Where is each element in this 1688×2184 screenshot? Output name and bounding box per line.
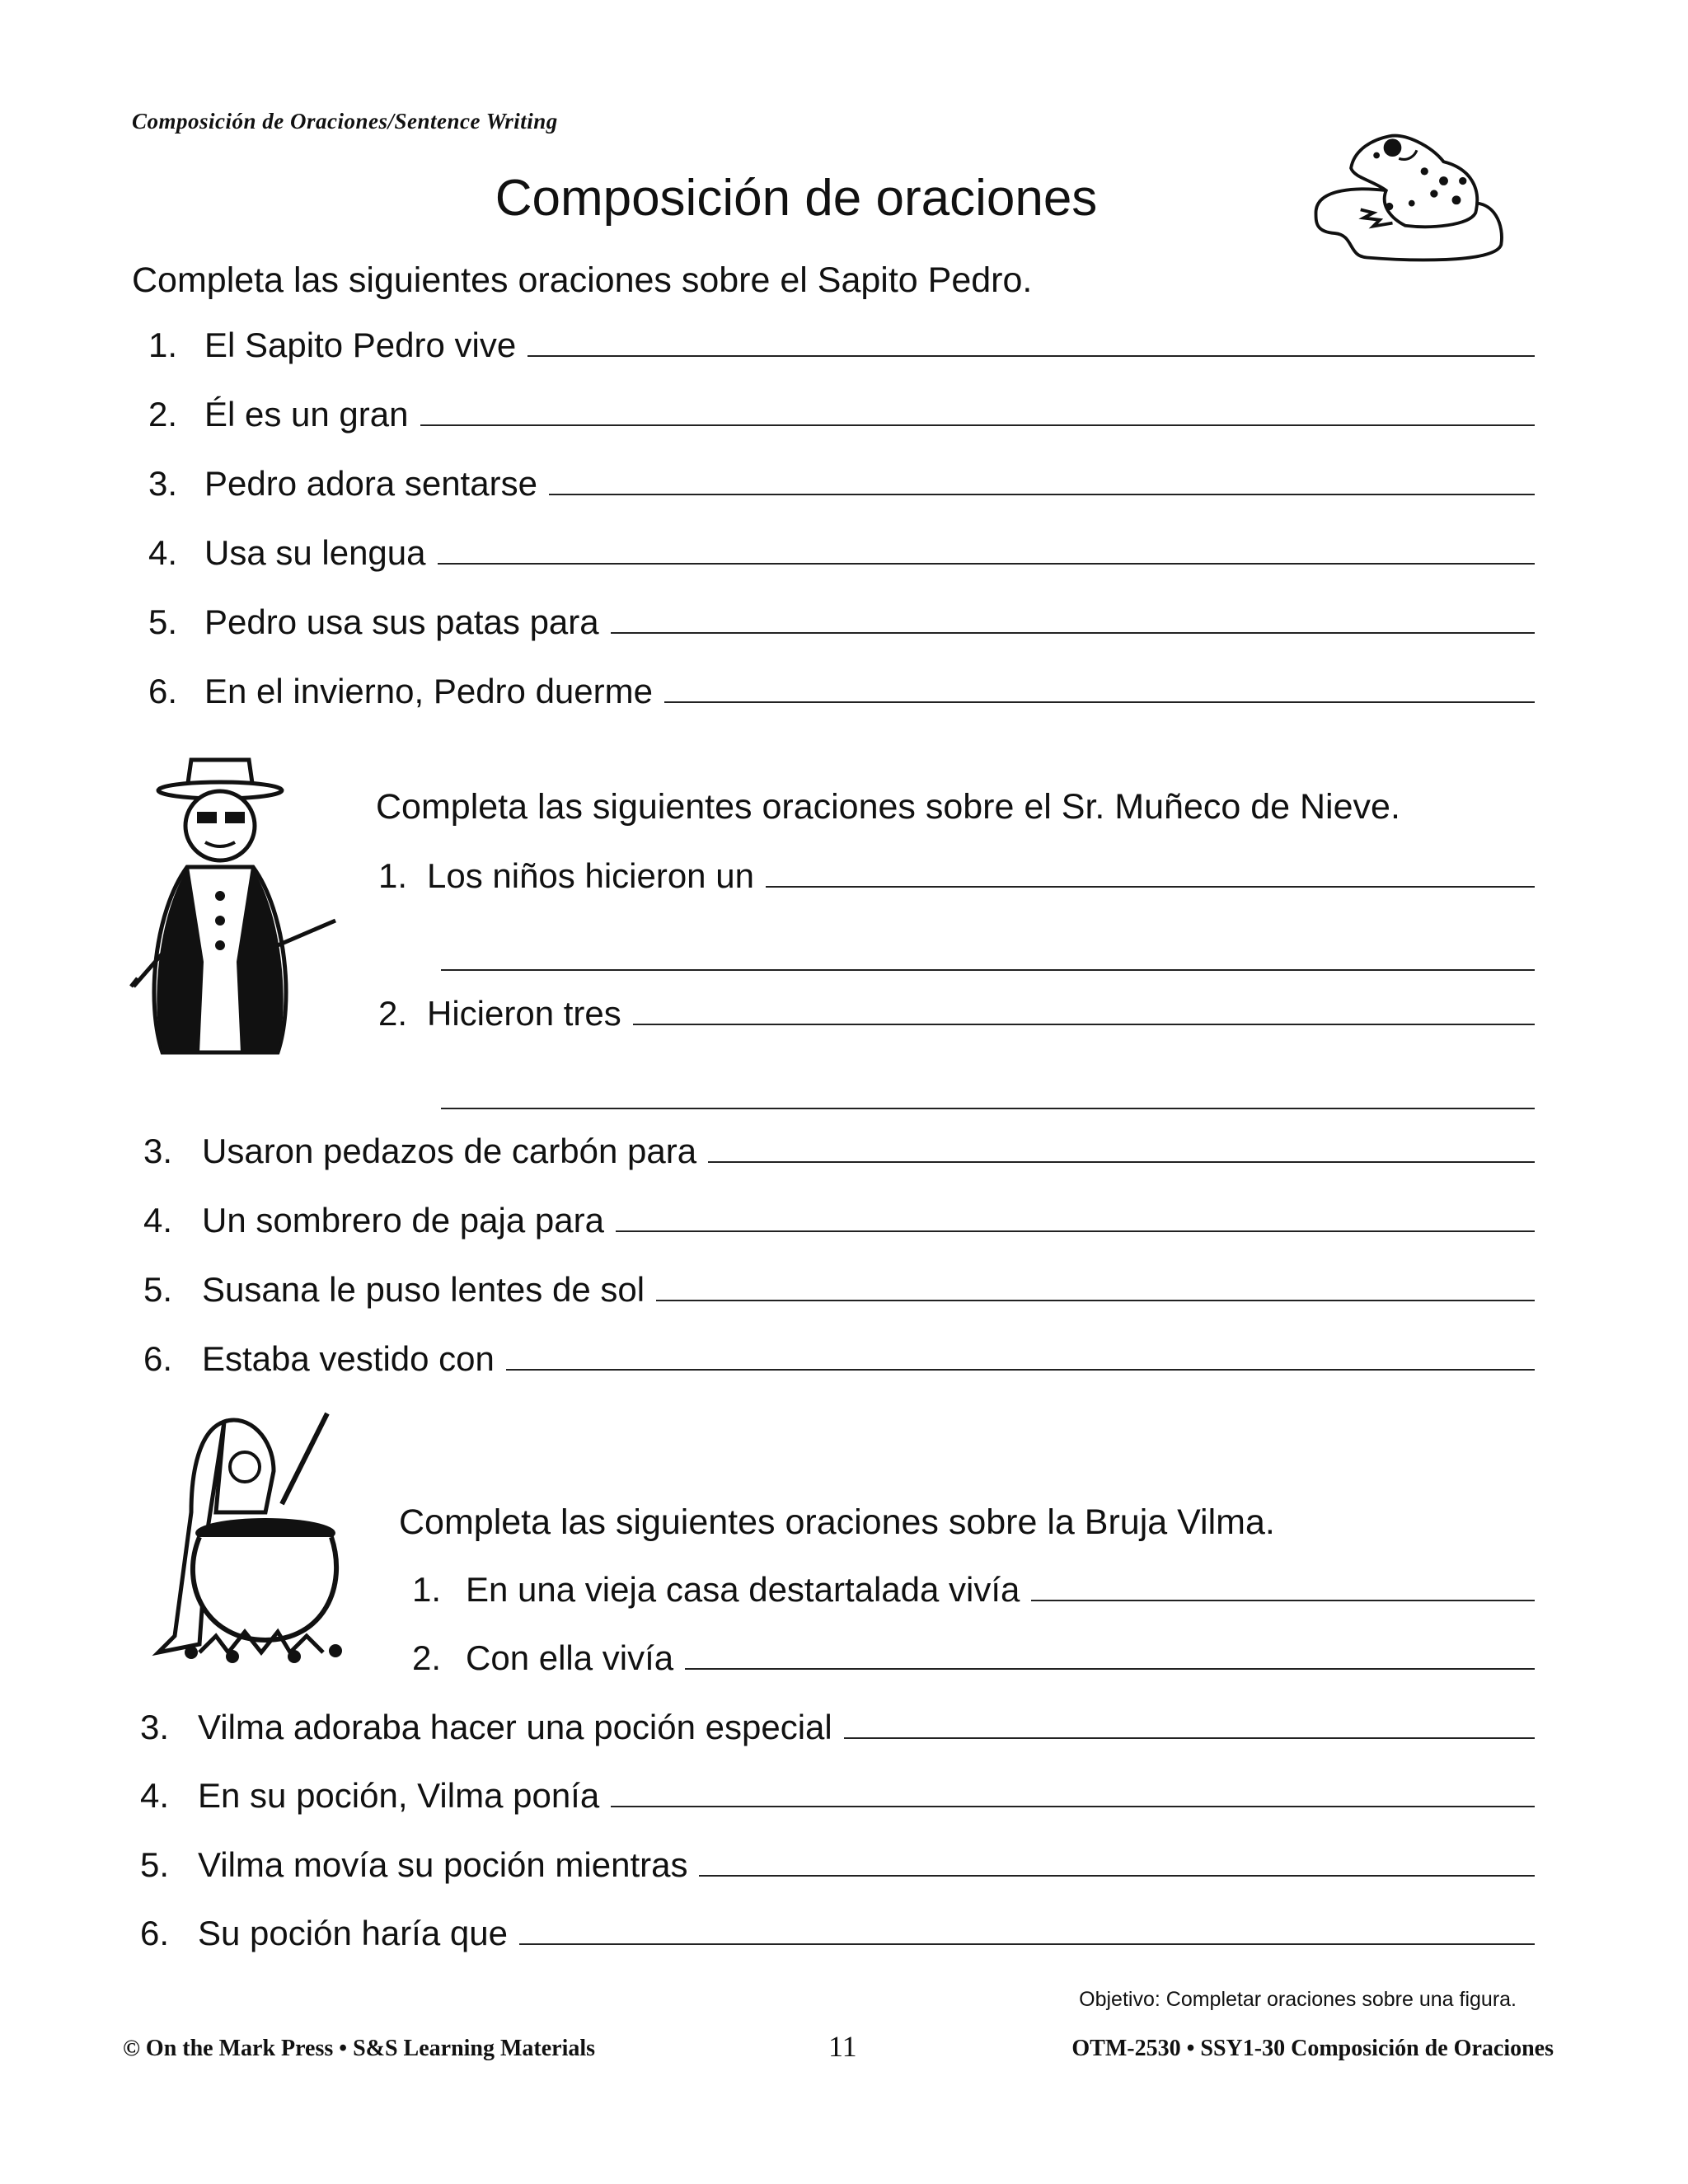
sentence-item [143, 1132, 1535, 1181]
answer-line-continuation[interactable] [441, 969, 1535, 971]
sentence-item [140, 1914, 1535, 1963]
item-number: 3. [143, 1132, 173, 1170]
item-number: 4. [148, 533, 178, 572]
sentence-item [140, 1776, 1535, 1825]
sentence-prompt: Estaba vestido con [202, 1339, 495, 1378]
item-number: 1. [148, 326, 178, 364]
item-number: 6. [148, 672, 178, 710]
sentence-item [378, 994, 1535, 1043]
running-header: Composición de Oraciones/Sentence Writing [132, 109, 558, 134]
item-number: 6. [143, 1339, 173, 1378]
sentence-item [143, 1201, 1535, 1250]
answer-line[interactable] [519, 1919, 1535, 1945]
witch-cauldron-illustration [142, 1405, 368, 1665]
sentence-item [148, 395, 1535, 444]
sentence-item [140, 1845, 1535, 1895]
sentence-prompt: En su poción, Vilma ponía [198, 1776, 600, 1815]
sentence-prompt: Vilma adoraba hacer una poción especial [198, 1708, 832, 1746]
sentence-prompt: Vilma movía su poción mientras [198, 1845, 688, 1884]
item-number: 5. [143, 1270, 173, 1309]
item-number: 6. [140, 1914, 170, 1952]
item-number: 2. [148, 395, 178, 434]
sentence-item [412, 1570, 1535, 1619]
item-number: 5. [140, 1845, 170, 1884]
sentence-prompt: Un sombrero de paja para [202, 1201, 604, 1240]
sentence-prompt: Hicieron tres [427, 994, 621, 1033]
answer-line[interactable] [699, 1850, 1535, 1877]
answer-line[interactable] [844, 1713, 1535, 1739]
sentence-prompt: Su poción haría que [198, 1914, 508, 1952]
sentence-prompt: El Sapito Pedro vive [204, 326, 517, 364]
sentence-item [148, 672, 1535, 721]
answer-line[interactable] [1031, 1575, 1535, 1601]
page-number: 11 [828, 2030, 857, 2063]
item-number: 1. [378, 856, 408, 895]
item-number: 3. [140, 1708, 170, 1746]
sentence-item [148, 602, 1535, 652]
item-number: 2. [412, 1638, 442, 1677]
sentence-item [412, 1638, 1535, 1688]
snowman-illustration [129, 756, 344, 1065]
answer-line[interactable] [611, 607, 1535, 634]
item-number: 5. [148, 602, 178, 641]
sentence-item [140, 1708, 1535, 1757]
answer-line[interactable] [685, 1643, 1535, 1670]
answer-line[interactable] [506, 1344, 1535, 1371]
answer-line[interactable] [656, 1275, 1535, 1301]
section-3-instructions: Completa las siguientes oraciones sobre la Bruja Vilma. [399, 1502, 1275, 1542]
sentence-prompt: Pedro adora sentarse [204, 464, 537, 503]
sentence-prompt: Susana le puso lentes de sol [202, 1270, 645, 1309]
answer-line-continuation[interactable] [441, 1108, 1535, 1109]
sentence-prompt: Los niños hicieron un [427, 856, 754, 895]
sentence-item [148, 533, 1535, 583]
footer-product-code: OTM-2530 • SSY1-30 Composición de Oraciones [1071, 2036, 1554, 2061]
sentence-prompt: Usaron pedazos de carbón para [202, 1132, 697, 1170]
answer-line[interactable] [549, 469, 1535, 495]
answer-line[interactable] [438, 538, 1535, 565]
answer-line[interactable] [611, 1781, 1535, 1807]
sentence-prompt: Usa su lengua [204, 533, 426, 572]
frog-illustration [1278, 107, 1533, 280]
sentence-item [143, 1339, 1535, 1389]
item-number: 1. [412, 1570, 442, 1609]
answer-line[interactable] [708, 1137, 1535, 1163]
sentence-item [378, 856, 1535, 906]
answer-line[interactable] [616, 1206, 1535, 1232]
sentence-prompt: Con ella vivía [466, 1638, 674, 1677]
section-2-instructions: Completa las siguientes oraciones sobre el Sr. Muñeco de Nieve. [376, 787, 1400, 827]
sentence-prompt: Pedro usa sus patas para [204, 602, 599, 641]
answer-line[interactable] [633, 999, 1535, 1025]
page-title: Composición de oraciones [495, 170, 1098, 227]
sentence-prompt: Él es un gran [204, 395, 409, 434]
sentence-item [143, 1270, 1535, 1319]
sentence-prompt: En una vieja casa destartalada vivía [466, 1570, 1020, 1609]
objective-note: Objetivo: Completar oraciones sobre una figura. [1079, 1988, 1517, 2011]
answer-line[interactable] [528, 330, 1535, 357]
answer-line[interactable] [420, 400, 1536, 426]
sentence-item [148, 464, 1535, 513]
sentence-prompt: En el invierno, Pedro duerme [204, 672, 653, 710]
item-number: 2. [378, 994, 408, 1033]
item-number: 4. [143, 1201, 173, 1240]
section-1-instructions: Completa las siguientes oraciones sobre el Sapito Pedro. [132, 260, 1033, 300]
answer-line[interactable] [766, 861, 1535, 888]
footer-copyright: © On the Mark Press • S&S Learning Materials [123, 2036, 596, 2061]
item-number: 4. [140, 1776, 170, 1815]
answer-line[interactable] [664, 677, 1535, 703]
sentence-item [148, 326, 1535, 375]
item-number: 3. [148, 464, 178, 503]
